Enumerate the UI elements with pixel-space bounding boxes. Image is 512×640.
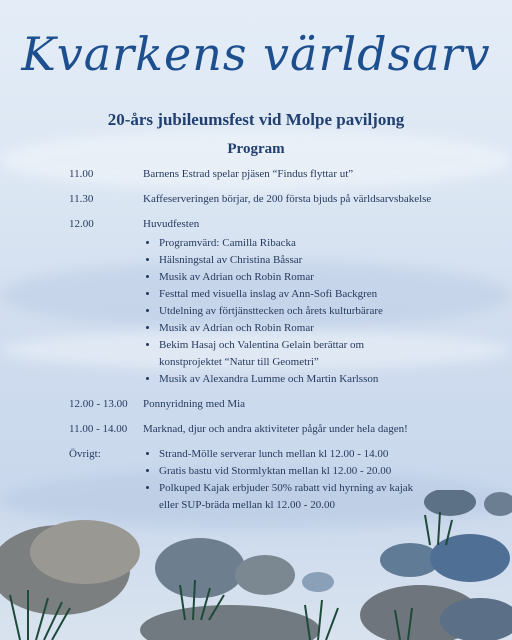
schedule-row xyxy=(69,216,441,388)
schedule-time: 12.00 xyxy=(69,218,94,230)
list-item-text: Polkuped Kajak erbjuder 50% rabatt vid hyrning av kajak xyxy=(159,482,414,494)
poster-subtitle: 20-års jubileumsfest vid Molpe paviljong xyxy=(107,110,405,129)
program-heading: Program xyxy=(227,141,285,157)
schedule-row xyxy=(69,191,441,208)
schedule-text: Kaffeserveringen börjar, de 200 första bjuds på världsarvsbakelse xyxy=(143,193,432,205)
rock xyxy=(140,605,320,640)
schedule-row xyxy=(69,421,441,438)
rock xyxy=(302,572,334,592)
rock xyxy=(235,555,295,595)
schedule-text: Marknad, djur och andra aktiviteter pågår under hela dagen! xyxy=(143,423,408,435)
list-item xyxy=(159,337,441,371)
rock xyxy=(424,490,476,516)
rock xyxy=(484,492,512,516)
list-item: • Gratis bastu vid Stormlyktan mellan kl 12.00 - 20.00 xyxy=(159,463,441,480)
rock xyxy=(430,534,510,582)
schedule-row xyxy=(69,166,441,183)
rocks-illustration xyxy=(0,490,512,640)
program-schedule xyxy=(69,166,441,522)
poster-title: Kvarkens världsarv xyxy=(21,27,491,81)
schedule-row xyxy=(69,396,441,413)
list-item: • Hälsningstal av Christina Båssar xyxy=(159,252,441,269)
list-item: • Strand-Mölle serverar lunch mellan kl 12.00 - 14.00 xyxy=(159,446,441,463)
schedule-time: 11.00 xyxy=(69,168,94,180)
schedule-time: 11.30 xyxy=(69,193,94,205)
list-item-text: Bekim Hasaj och Valentina Gelain berättar om xyxy=(159,339,365,351)
list-item-text: eller SUP-bräda mellan kl 12.00 - 20.00 xyxy=(159,499,335,511)
list-item: • Musik av Adrian och Robin Romar xyxy=(159,320,441,337)
list-item: • Utdelning av förtjänsttecken och årets kulturbärare xyxy=(159,303,441,320)
list-item: • Festtal med visuella inslag av Ann-Sofi Backgren xyxy=(159,286,441,303)
schedule-time: Övrigt: xyxy=(69,448,101,460)
main-program-list xyxy=(143,235,441,388)
rock xyxy=(155,538,245,598)
schedule-text: Huvudfesten xyxy=(143,218,200,230)
schedule-time: 11.00 - 14.00 xyxy=(69,423,128,435)
list-item: • Programvärd: Camilla Ribacka xyxy=(159,235,441,252)
schedule-time: 12.00 - 13.00 xyxy=(69,398,128,410)
rock xyxy=(30,520,140,584)
list-item: • Musik av Adrian och Robin Romar xyxy=(159,269,441,286)
schedule-text: Ponnyridning med Mia xyxy=(143,398,246,410)
list-item: • Musik av Alexandra Lumme och Martin Karlsson xyxy=(159,371,441,388)
schedule-text: Barnens Estrad spelar pjäsen “Findus flyttar ut” xyxy=(143,168,354,180)
list-item-text: konstprojektet “Natur till Geometri” xyxy=(159,356,319,368)
